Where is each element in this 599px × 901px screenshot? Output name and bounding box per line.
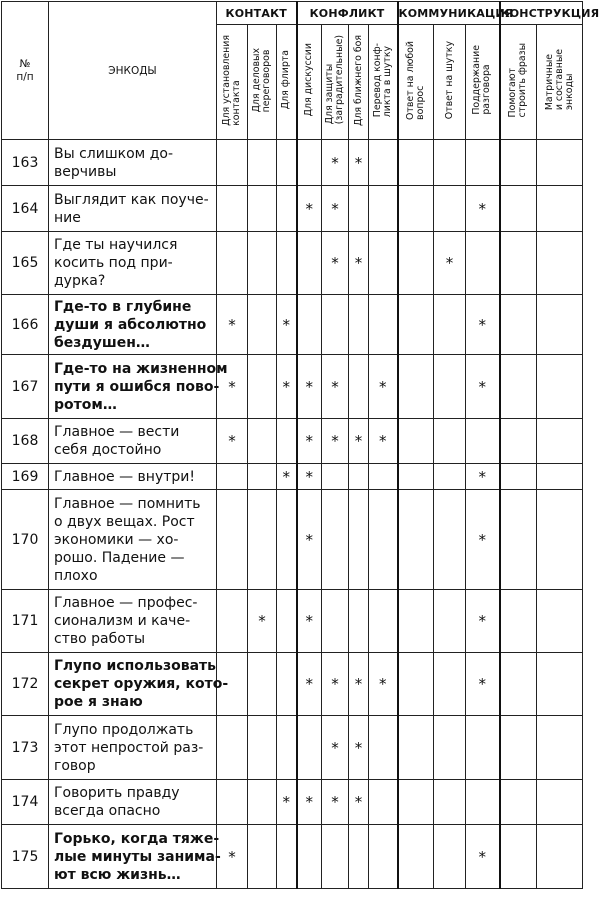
empty-cell <box>398 780 434 825</box>
mark-cell: * <box>434 232 466 295</box>
empty-cell <box>349 464 369 490</box>
column-header-line: Для ближнего боя <box>352 34 364 126</box>
mark-cell: * <box>322 780 349 825</box>
mark-cell: * <box>349 232 369 295</box>
encode-text <box>49 140 217 186</box>
mark-cell: * <box>349 653 369 716</box>
encode-text-line: ние <box>54 209 81 226</box>
empty-cell <box>434 825 466 889</box>
mark-cell: * <box>322 355 349 419</box>
empty-cell <box>434 355 466 419</box>
empty-cell <box>277 419 297 464</box>
empty-cell <box>277 590 297 653</box>
table-row <box>2 355 583 419</box>
table-row <box>2 590 583 653</box>
column-header-line: Поддержание <box>471 45 483 115</box>
mark-cell: * <box>322 419 349 464</box>
mark-cell: * <box>349 780 369 825</box>
encode-text <box>49 355 228 419</box>
mark-cell: * <box>349 419 369 464</box>
table-body <box>2 140 583 889</box>
column-header <box>217 25 248 140</box>
mark-cell: * <box>217 825 248 889</box>
column-header-line: и составные <box>553 49 565 111</box>
column-header-line: Ответ на шутку <box>443 40 455 120</box>
empty-cell <box>434 140 466 186</box>
empty-cell <box>349 355 369 419</box>
table-row <box>2 780 583 825</box>
encode-text-line: Главное — внутри! <box>54 468 195 485</box>
group-header: КОММУНИКАЦИЯ <box>398 2 500 25</box>
empty-cell <box>537 295 583 355</box>
empty-cell <box>297 716 322 780</box>
row-number: 173 <box>2 716 49 780</box>
empty-cell <box>500 419 537 464</box>
table-row <box>2 419 583 464</box>
empty-cell <box>277 653 297 716</box>
encode-text-line: говор <box>54 757 96 774</box>
table-row <box>2 295 583 355</box>
empty-cell <box>466 780 500 825</box>
encode-text <box>49 295 217 355</box>
mark-cell: * <box>322 716 349 780</box>
empty-cell <box>217 232 248 295</box>
mark-cell: * <box>369 355 398 419</box>
empty-cell <box>500 653 537 716</box>
empty-cell <box>217 780 248 825</box>
empty-cell <box>369 780 398 825</box>
table-row <box>2 653 583 716</box>
empty-cell <box>434 716 466 780</box>
empty-cell <box>398 825 434 889</box>
row-number: 174 <box>2 780 49 825</box>
row-number: 165 <box>2 232 49 295</box>
encode-text-line: дурка? <box>54 273 106 289</box>
empty-cell <box>398 464 434 490</box>
encode-text-line: рое я знаю <box>54 694 143 710</box>
empty-cell <box>349 490 369 590</box>
empty-cell <box>537 716 583 780</box>
empty-cell <box>349 825 369 889</box>
encode-text-line: всегда опасно <box>54 803 161 819</box>
column-header-line: (заградительные) <box>334 35 346 125</box>
mark-cell: * <box>466 490 500 590</box>
empty-cell <box>277 825 297 889</box>
encode-text <box>49 490 217 590</box>
encode-text-line: Главное — помнить <box>54 495 201 512</box>
column-header-line: Для дискуссии <box>303 43 315 117</box>
encode-text-line: верчивы <box>54 163 117 180</box>
empty-cell <box>434 464 466 490</box>
empty-cell <box>500 295 537 355</box>
encode-text-line: Где-то в глубине <box>54 298 192 315</box>
column-header-line: Ответ на любой <box>404 40 416 120</box>
empty-cell <box>322 295 349 355</box>
mark-cell: * <box>466 355 500 419</box>
row-number: 170 <box>2 490 49 590</box>
empty-cell <box>398 186 434 232</box>
encode-text-line: экономики — хо- <box>54 531 179 548</box>
row-number: 175 <box>2 825 49 889</box>
mark-cell: * <box>297 653 322 716</box>
empty-cell <box>398 716 434 780</box>
empty-cell <box>248 490 277 590</box>
empty-cell <box>277 490 297 590</box>
column-header-line: строить фразы <box>517 42 529 118</box>
empty-cell <box>434 490 466 590</box>
empty-cell <box>217 186 248 232</box>
encode-text <box>49 825 221 889</box>
empty-cell <box>500 716 537 780</box>
empty-cell <box>297 295 322 355</box>
column-header <box>500 25 537 140</box>
row-number: 168 <box>2 419 49 464</box>
empty-cell <box>217 490 248 590</box>
column-header <box>277 25 297 140</box>
column-header-line: Для деловых <box>251 47 262 113</box>
empty-cell <box>434 653 466 716</box>
mark-cell: * <box>217 419 248 464</box>
column-header-line: Для защиты <box>324 64 336 125</box>
empty-cell <box>297 825 322 889</box>
mark-cell: * <box>466 590 500 653</box>
mark-cell: * <box>277 464 297 490</box>
encode-text-line: сионализм и каче- <box>54 613 191 629</box>
mark-cell: * <box>277 780 297 825</box>
column-header-line: вопрос <box>414 85 426 120</box>
column-header-line: Помогают <box>507 67 519 118</box>
num-label-line: п/п <box>16 70 34 83</box>
empty-cell <box>537 490 583 590</box>
column-header <box>369 25 398 140</box>
empty-cell <box>466 232 500 295</box>
mark-cell: * <box>322 232 349 295</box>
column-header <box>349 25 369 140</box>
encode-text <box>49 716 217 780</box>
encode-text-line: себя достойно <box>54 442 162 458</box>
encode-text-line: души я абсолютно <box>54 316 207 333</box>
empty-cell <box>537 419 583 464</box>
row-number: 167 <box>2 355 49 419</box>
empty-cell <box>500 464 537 490</box>
encode-text <box>49 419 217 464</box>
empty-cell <box>434 780 466 825</box>
table-row <box>2 825 583 889</box>
row-number: 171 <box>2 590 49 653</box>
column-header-line: разговора <box>481 64 493 115</box>
encode-text-line: Говорить правду <box>54 785 180 801</box>
mark-cell: * <box>349 140 369 186</box>
empty-cell <box>537 232 583 295</box>
empty-cell <box>369 140 398 186</box>
encode-text-line: косить под при- <box>54 255 173 271</box>
mark-cell: * <box>349 716 369 780</box>
empty-cell <box>349 590 369 653</box>
empty-cell <box>277 232 297 295</box>
table-row <box>2 716 583 780</box>
mark-cell: * <box>322 186 349 232</box>
column-header-line: Для установления <box>221 34 232 126</box>
mark-cell: * <box>369 419 398 464</box>
empty-cell <box>217 716 248 780</box>
mark-cell: * <box>297 780 322 825</box>
empty-cell <box>466 140 500 186</box>
empty-cell <box>248 232 277 295</box>
encode-text <box>49 780 217 825</box>
empty-cell <box>500 140 537 186</box>
empty-cell <box>322 490 349 590</box>
row-number: 166 <box>2 295 49 355</box>
empty-cell <box>500 232 537 295</box>
column-header-line: Перевод конф- <box>371 42 383 118</box>
encode-text <box>49 653 229 716</box>
empty-cell <box>297 140 322 186</box>
column-header-line: Матричные <box>543 54 555 111</box>
column-header-line: энкоды <box>563 74 575 111</box>
table-row <box>2 464 583 490</box>
empty-cell <box>369 232 398 295</box>
mark-cell: * <box>297 490 322 590</box>
column-header <box>297 25 322 140</box>
empty-cell <box>322 464 349 490</box>
empty-cell <box>398 232 434 295</box>
empty-cell <box>369 825 398 889</box>
mark-cell: * <box>322 653 349 716</box>
column-header <box>322 25 349 140</box>
empty-cell <box>500 780 537 825</box>
empty-cell <box>537 355 583 419</box>
empty-cell <box>349 295 369 355</box>
empty-cell <box>434 295 466 355</box>
table-header <box>2 2 599 140</box>
mark-cell: * <box>297 186 322 232</box>
empty-cell <box>537 186 583 232</box>
empty-cell <box>369 186 398 232</box>
column-header-line: переговоров <box>261 49 272 113</box>
encode-text-line: Глупо продолжать <box>54 721 194 738</box>
empty-cell <box>369 295 398 355</box>
encode-text <box>49 464 217 490</box>
empty-cell <box>369 716 398 780</box>
encode-text-line: лые минуты занима- <box>54 848 221 865</box>
empty-cell <box>537 780 583 825</box>
empty-cell <box>398 590 434 653</box>
encode-text-line: ротом… <box>54 396 117 413</box>
empty-cell <box>277 186 297 232</box>
mark-cell: * <box>322 140 349 186</box>
empty-cell <box>277 716 297 780</box>
encode-text-line: этот непростой раз- <box>54 739 204 756</box>
mark-cell: * <box>466 295 500 355</box>
encode-text-line: рошо. Падение — <box>54 549 185 566</box>
column-header-line: ликта в шутку <box>381 45 393 118</box>
empty-cell <box>500 825 537 889</box>
mark-cell: * <box>466 464 500 490</box>
empty-cell <box>349 186 369 232</box>
empty-cell <box>537 140 583 186</box>
empty-cell <box>398 419 434 464</box>
empty-cell <box>434 419 466 464</box>
empty-cell <box>537 825 583 889</box>
empty-cell <box>217 464 248 490</box>
mark-cell: * <box>297 355 322 419</box>
empty-cell <box>466 419 500 464</box>
encode-table <box>1 1 599 889</box>
encode-text-line: Вы слишком до- <box>54 145 173 162</box>
empty-cell <box>369 590 398 653</box>
mark-cell: * <box>466 825 500 889</box>
column-header-line: Для флирта <box>280 50 292 110</box>
empty-cell <box>248 464 277 490</box>
mark-cell: * <box>277 295 297 355</box>
mark-cell: * <box>297 464 322 490</box>
column-header <box>248 25 277 140</box>
row-number: 164 <box>2 186 49 232</box>
empty-cell <box>248 653 277 716</box>
encode-text-line: плохо <box>54 567 98 584</box>
table-row <box>2 232 583 295</box>
group-header: КОНТАКТ <box>217 2 297 25</box>
empty-cell <box>248 419 277 464</box>
empty-cell <box>369 490 398 590</box>
empty-cell <box>297 232 322 295</box>
mark-cell: * <box>466 653 500 716</box>
empty-cell <box>398 295 434 355</box>
encode-text-line: секрет оружия, кото- <box>54 676 229 692</box>
empty-cell <box>434 590 466 653</box>
empty-cell <box>500 355 537 419</box>
mark-cell: * <box>277 355 297 419</box>
encode-text-line: Главное — вести <box>54 424 180 440</box>
col-header-encodes: ЭНКОДЫ <box>49 2 217 140</box>
empty-cell <box>537 653 583 716</box>
empty-cell <box>398 355 434 419</box>
encode-text <box>49 232 217 295</box>
table-row <box>2 186 583 232</box>
encode-text-line: Где ты научился <box>54 237 178 253</box>
encode-text-line: ство работы <box>54 631 145 647</box>
empty-cell <box>537 590 583 653</box>
empty-cell <box>248 186 277 232</box>
num-label-line: № <box>19 57 31 70</box>
encode-text-line: ют всю жизнь… <box>54 866 181 883</box>
encode-text-line: о двух вещах. Рост <box>54 513 195 530</box>
empty-cell <box>398 653 434 716</box>
empty-cell <box>322 590 349 653</box>
encode-text-line: пути я ошибся пово- <box>54 378 220 395</box>
encode-text-line: Глупо использовать <box>54 658 216 674</box>
column-header <box>537 25 583 140</box>
mark-cell: * <box>217 295 248 355</box>
column-header <box>466 25 500 140</box>
empty-cell <box>398 490 434 590</box>
empty-cell <box>248 355 277 419</box>
empty-cell <box>500 490 537 590</box>
empty-cell <box>217 140 248 186</box>
empty-cell <box>217 590 248 653</box>
row-number: 163 <box>2 140 49 186</box>
mark-cell: * <box>248 590 277 653</box>
empty-cell <box>537 464 583 490</box>
encode-text <box>49 186 217 232</box>
empty-cell <box>434 186 466 232</box>
group-header: КОНСТРУКЦИЯ <box>500 2 583 25</box>
empty-cell <box>369 464 398 490</box>
table-row <box>2 490 583 590</box>
encode-text <box>49 590 217 653</box>
empty-cell <box>277 140 297 186</box>
empty-cell <box>248 140 277 186</box>
col-header-number <box>2 2 49 140</box>
empty-cell <box>500 590 537 653</box>
empty-cell <box>248 825 277 889</box>
mark-cell: * <box>466 186 500 232</box>
mark-cell: * <box>369 653 398 716</box>
mark-cell: * <box>297 590 322 653</box>
group-header: КОНФЛИКТ <box>297 2 398 25</box>
encode-text-line: бездушен… <box>54 334 150 351</box>
encode-text-line: Где-то на жизненном <box>54 360 228 377</box>
column-header <box>434 25 466 140</box>
row-number: 172 <box>2 653 49 716</box>
empty-cell <box>398 140 434 186</box>
empty-cell <box>248 716 277 780</box>
empty-cell <box>322 825 349 889</box>
empty-cell <box>500 186 537 232</box>
column-header <box>398 25 434 140</box>
empty-cell <box>248 780 277 825</box>
empty-cell <box>248 295 277 355</box>
row-number: 169 <box>2 464 49 490</box>
encode-text-line: Горько, когда тяже- <box>54 830 220 847</box>
encode-text-line: Выглядит как поуче- <box>54 191 209 208</box>
mark-cell: * <box>217 355 248 419</box>
column-header-line: контакта <box>231 79 242 126</box>
encode-text-line: Главное — профес- <box>54 595 198 611</box>
mark-cell: * <box>297 419 322 464</box>
table-row <box>2 140 583 186</box>
empty-cell <box>466 716 500 780</box>
